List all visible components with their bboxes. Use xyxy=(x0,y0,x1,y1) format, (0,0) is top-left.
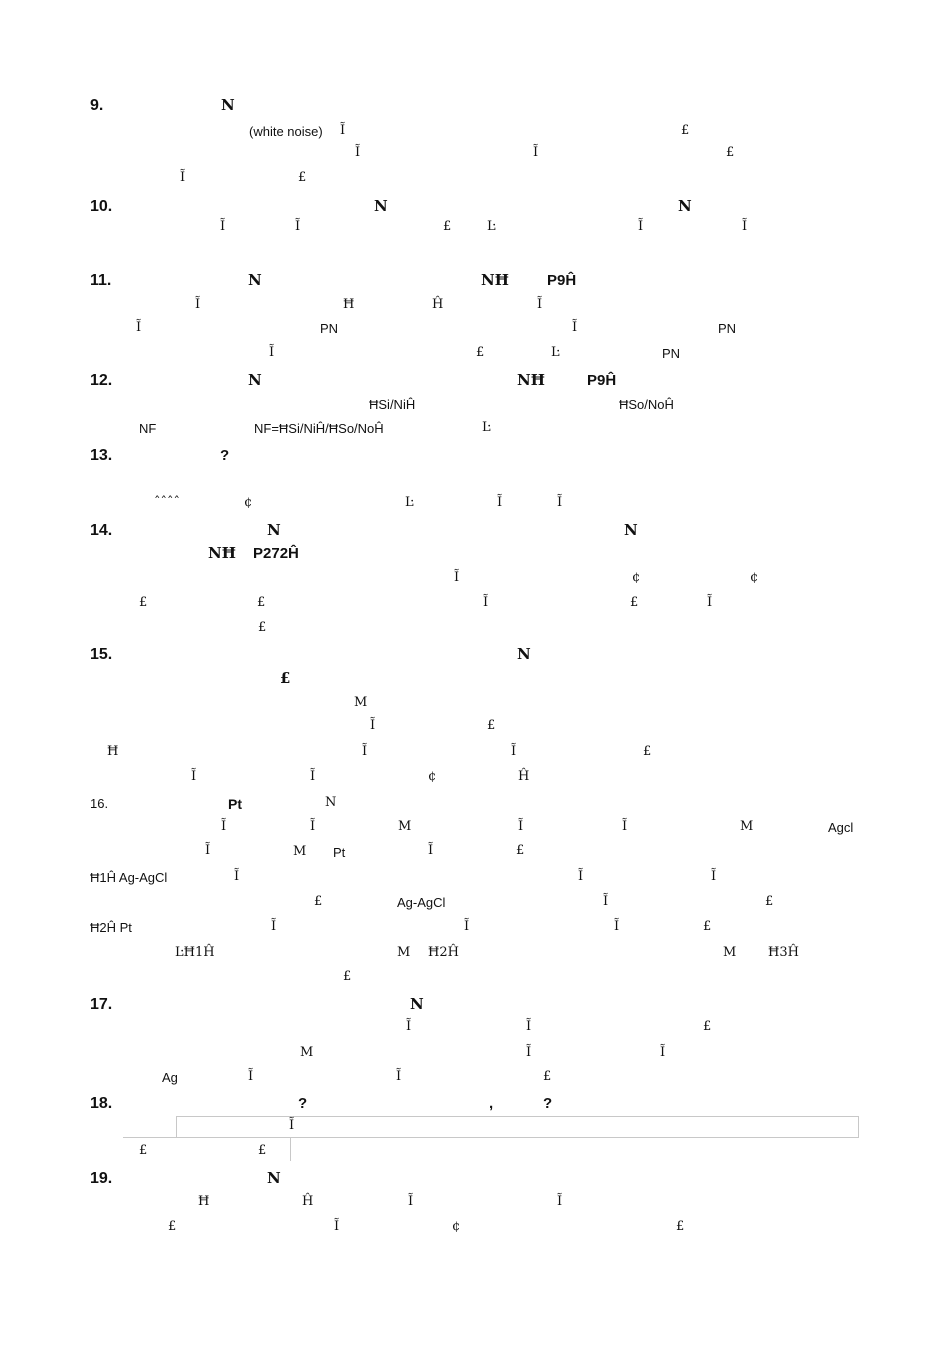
glyph: Ĥ xyxy=(432,297,444,312)
glyph: Ĥ xyxy=(518,769,530,784)
glyph: Ĩ xyxy=(271,919,277,934)
glyph: Ĩ xyxy=(205,843,211,858)
glyph: N xyxy=(325,795,337,810)
glyph: ¢ xyxy=(452,1219,461,1234)
glyph: ¢ xyxy=(632,570,641,585)
question-number-11: 11. xyxy=(90,272,112,289)
term-pn: PN xyxy=(320,321,339,336)
glyph: Ĩ xyxy=(362,744,368,759)
glyph: £ xyxy=(258,620,267,635)
glyph: Ĩ xyxy=(340,123,346,138)
glyph: ¢ xyxy=(244,495,253,510)
glyph: £ xyxy=(298,170,307,185)
glyph: Ĩ xyxy=(310,819,316,834)
glyph: N xyxy=(410,995,424,1013)
glyph: N xyxy=(517,645,531,663)
glyph: Ĩ xyxy=(557,495,563,510)
glyph: Ħ xyxy=(198,1194,210,1209)
term-ag-agcl: Ag-AgCl xyxy=(397,895,446,910)
term-pt: Pt xyxy=(333,845,346,860)
glyph: Ħ2Ĥ xyxy=(428,945,459,960)
glyph: Ĩ xyxy=(180,170,186,185)
glyph: Ĩ xyxy=(289,1118,295,1133)
glyph: Ĩ xyxy=(408,1194,414,1209)
glyph: Ĩ xyxy=(269,345,275,360)
glyph: Ĩ xyxy=(295,219,301,234)
glyph: £ xyxy=(487,718,496,733)
glyph: Ĩ xyxy=(221,819,227,834)
glyph: Ĩ xyxy=(511,744,517,759)
glyph: Ĩ xyxy=(533,145,539,160)
glyph: Ĩ xyxy=(195,297,201,312)
label-ag-agcl-1: Ħ1Ĥ Ag-AgCl xyxy=(90,870,168,885)
glyph: £ xyxy=(676,1219,685,1234)
glyph: N xyxy=(248,371,262,389)
glyph: £ xyxy=(643,744,652,759)
label-pt-2: Ħ2Ĥ Pt xyxy=(90,920,132,935)
glyph: Ĩ xyxy=(660,1045,666,1060)
glyph: £ xyxy=(703,919,712,934)
question-number-10: 10. xyxy=(90,198,113,215)
glyph: Ħ3Ĥ xyxy=(768,945,799,960)
question-mark: ? xyxy=(543,1095,553,1112)
divider xyxy=(290,1137,291,1161)
glyph: Ŀ xyxy=(487,219,496,234)
glyph: Ĩ xyxy=(220,219,226,234)
glyph: £ xyxy=(476,345,485,360)
glyph: Ĩ xyxy=(483,595,489,610)
glyph: N xyxy=(678,197,692,215)
glyph: N xyxy=(267,521,281,539)
glyph: NĦ xyxy=(517,371,545,389)
page-ref: P9Ĥ xyxy=(587,372,617,389)
glyph: Ĩ xyxy=(603,894,609,909)
glyph: £ xyxy=(543,1069,552,1084)
glyph: £ xyxy=(630,595,639,610)
glyph: Ŀ xyxy=(405,495,414,510)
glyph: ĿĦ1Ĥ xyxy=(175,945,215,960)
term-white-noise: (white noise) xyxy=(249,124,323,139)
glyph: M xyxy=(354,695,368,710)
glyph: Ŀ xyxy=(482,420,491,435)
glyph: N xyxy=(248,271,262,289)
glyph: Ĩ xyxy=(234,869,240,884)
glyph: Ĥ xyxy=(302,1194,314,1209)
glyph: £ xyxy=(681,123,690,138)
glyph: Ĩ xyxy=(526,1019,532,1034)
formula-nf: NF=ĦSi/NiĤ/ĦSo/NoĤ xyxy=(254,421,384,436)
glyph: Ĩ xyxy=(578,869,584,884)
term-si-ni: ĦSi/NiĤ xyxy=(369,397,416,412)
glyph: ˆˆˆˆ xyxy=(154,495,180,510)
glyph: Ĩ xyxy=(136,320,142,335)
glyph: £ xyxy=(280,669,291,687)
glyph: M xyxy=(740,819,754,834)
glyph: £ xyxy=(765,894,774,909)
glyph: £ xyxy=(139,1143,148,1158)
answer-box xyxy=(176,1116,859,1138)
page-ref: P9Ĥ xyxy=(547,272,577,289)
glyph: Ĩ xyxy=(711,869,717,884)
glyph: Ĩ xyxy=(370,718,376,733)
glyph: Ĩ xyxy=(572,320,578,335)
glyph: M xyxy=(293,844,307,859)
question-number-13: 13. xyxy=(90,447,113,464)
glyph: N xyxy=(374,197,388,215)
glyph: M xyxy=(398,819,412,834)
question-number-9: 9. xyxy=(90,97,104,114)
divider xyxy=(123,1137,291,1138)
glyph: £ xyxy=(443,219,452,234)
glyph: Ĩ xyxy=(464,919,470,934)
term-nf: NF xyxy=(139,421,157,436)
glyph: £ xyxy=(257,595,266,610)
question-mark: ? xyxy=(298,1095,308,1112)
glyph: Ĩ xyxy=(334,1219,340,1234)
glyph: Ĩ xyxy=(497,495,503,510)
glyph: Ĩ xyxy=(557,1194,563,1209)
glyph: £ xyxy=(258,1143,267,1158)
glyph: Ĩ xyxy=(622,819,628,834)
question-number-12: 12. xyxy=(90,372,113,389)
glyph: Ĩ xyxy=(428,843,434,858)
question-number-17: 17. xyxy=(90,996,113,1013)
glyph: Ĩ xyxy=(355,145,361,160)
term-pt: Pt xyxy=(228,796,242,812)
glyph: £ xyxy=(343,969,352,984)
term-so-no: ĦSo/NoĤ xyxy=(619,397,674,412)
glyph: Ĩ xyxy=(518,819,524,834)
glyph: Ĩ xyxy=(742,219,748,234)
glyph: £ xyxy=(516,843,525,858)
question-number-18: 18. xyxy=(90,1095,113,1112)
question-mark: ? xyxy=(220,447,230,464)
glyph: M xyxy=(300,1045,314,1060)
question-number-16: 16. xyxy=(90,796,109,811)
page-ref: P272Ĥ xyxy=(253,545,299,562)
glyph: NĦ xyxy=(481,271,509,289)
glyph: ¢ xyxy=(428,769,437,784)
glyph: Ĩ xyxy=(638,219,644,234)
question-number-14: 14. xyxy=(90,522,113,539)
term-ag: Ag xyxy=(162,1070,178,1085)
glyph: Ħ xyxy=(343,297,355,312)
glyph: Ĩ xyxy=(454,570,460,585)
glyph: M xyxy=(397,945,411,960)
glyph: £ xyxy=(314,894,323,909)
term-agcl: Agcl xyxy=(828,820,854,835)
glyph: £ xyxy=(168,1219,177,1234)
glyph: £ xyxy=(139,595,148,610)
glyph: Ħ xyxy=(107,744,119,759)
comma: , xyxy=(489,1095,494,1112)
term-pn: PN xyxy=(718,321,737,336)
glyph: N xyxy=(267,1169,281,1187)
term-pn: PN xyxy=(662,346,681,361)
glyph: £ xyxy=(703,1019,712,1034)
glyph: N xyxy=(221,96,235,114)
glyph: NĦ xyxy=(208,544,236,562)
glyph: Ĩ xyxy=(614,919,620,934)
glyph: M xyxy=(723,945,737,960)
glyph: Ĩ xyxy=(248,1069,254,1084)
glyph: Ĩ xyxy=(396,1069,402,1084)
glyph: Ĩ xyxy=(191,769,197,784)
glyph: £ xyxy=(726,145,735,160)
glyph: Ĩ xyxy=(537,297,543,312)
glyph: Ĩ xyxy=(406,1019,412,1034)
glyph: Ĩ xyxy=(310,769,316,784)
question-number-15: 15. xyxy=(90,646,113,663)
glyph: Ĩ xyxy=(526,1045,532,1060)
glyph: Ĩ xyxy=(707,595,713,610)
glyph: N xyxy=(624,521,638,539)
glyph: Ŀ xyxy=(551,345,560,360)
glyph: ¢ xyxy=(750,570,759,585)
question-number-19: 19. xyxy=(90,1170,113,1187)
